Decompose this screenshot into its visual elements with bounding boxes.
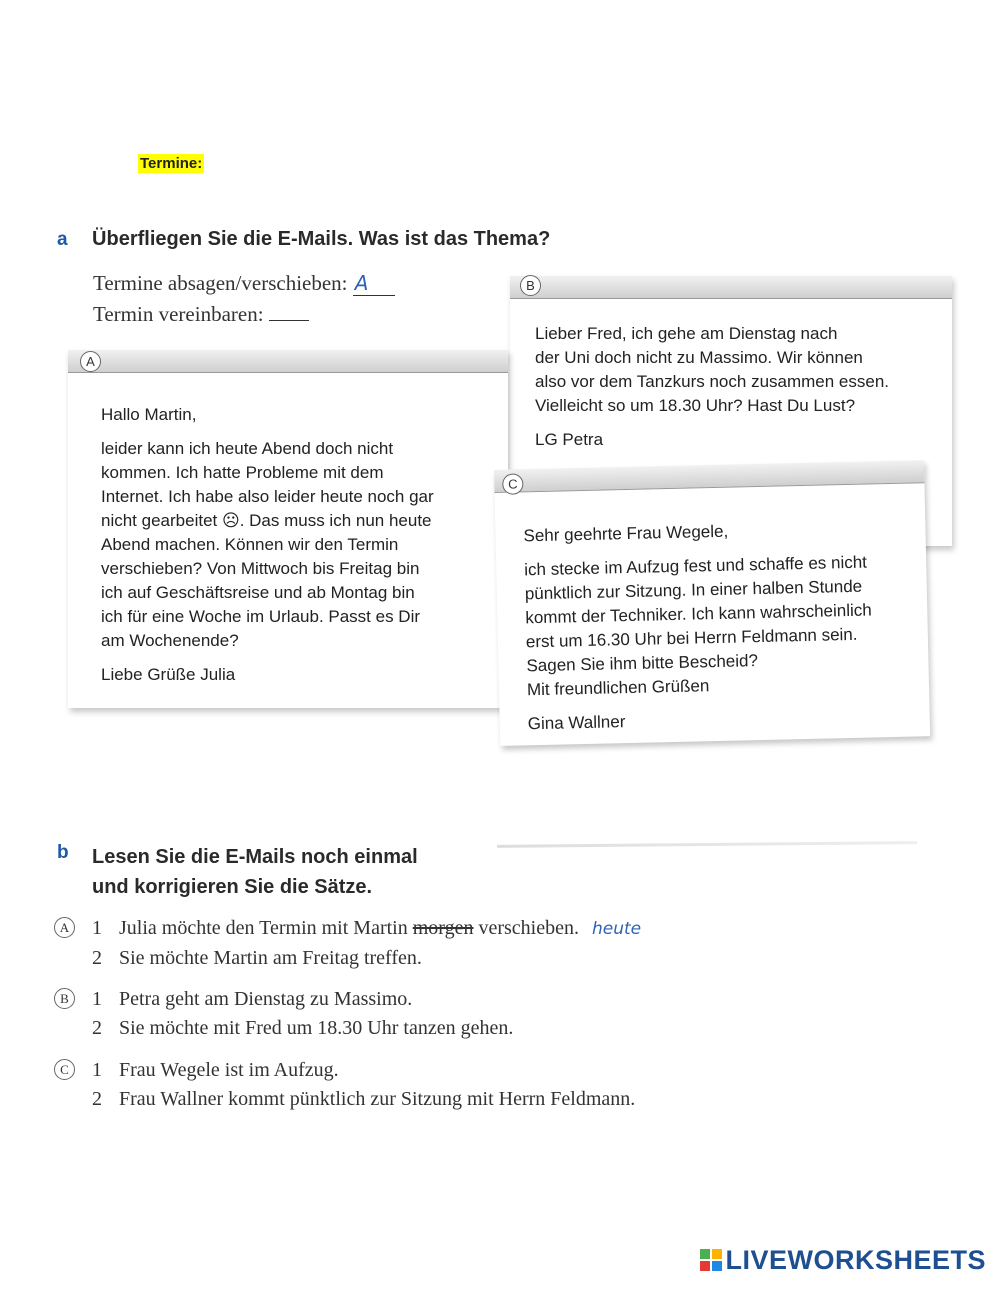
section-a-heading — [57, 228, 550, 251]
item-number: 1 — [92, 988, 102, 1010]
mail-c-card — [494, 460, 930, 746]
item-number: 1 — [92, 917, 102, 939]
item-text: Frau Wegele ist im Aufzug. — [119, 1059, 339, 1081]
logo-text: LIVEWORKSHEETS — [725, 1245, 986, 1275]
item-number: 1 — [92, 1059, 102, 1081]
mail-c-badge: C — [502, 473, 523, 494]
mail-c-signoff: Gina Wallner — [527, 712, 626, 734]
section-b-title-line2: und korrigieren Sie die Sätze. — [92, 876, 373, 898]
mail-c-body — [523, 516, 874, 736]
mail-c-line: erst um 16.30 Uhr bei Herrn Feldmann sein. — [525, 624, 858, 652]
mail-c-line: pünktlich zur Sitzung. In einer halben Stunde — [524, 576, 863, 604]
group-b-item-1 — [92, 985, 774, 1014]
section-b-title-line1: Lesen Sie die E-Mails noch einmal — [92, 846, 418, 868]
section-a-letter: a — [57, 229, 68, 250]
item-text: Frau Wallner kommt pünktlich zur Sitzung mit Herrn Feldmann. — [119, 1088, 636, 1110]
mail-b-signoff: LG Petra — [535, 430, 604, 449]
group-c-item-1 — [92, 1056, 814, 1085]
item-number: 2 — [92, 1017, 102, 1039]
question-1-answer[interactable]: A — [353, 271, 395, 296]
mail-a-line: am Wochenende? — [101, 631, 239, 650]
item-text: Sie möchte Martin am Freitag treffen. — [119, 947, 422, 969]
mail-b-header — [510, 276, 952, 299]
item-text-end: verschieben. — [478, 917, 579, 939]
mail-a-line: nicht gearbeitet ☹. Das muss ich nun heute — [101, 511, 432, 530]
mail-a-line: kommen. Ich hatte Probleme mit dem — [101, 463, 384, 482]
question-2 — [93, 300, 309, 327]
mail-c-line: ich stecke im Aufzug fest und schaffe es nicht — [524, 552, 868, 580]
item-text: Sie möchte mit Fred um 18.30 Uhr tanzen gehen. — [119, 1017, 514, 1039]
struck-word: morgen — [412, 917, 474, 939]
mail-a-line: ich auf Geschäftsreise und ab Montag bin — [101, 583, 415, 602]
group-a-badge: A — [54, 917, 75, 938]
question-1-label: Termine absagen/verschieben: — [93, 271, 348, 295]
divider — [497, 841, 917, 848]
section-a-title: Überfliegen Sie die E-Mails. Was ist das Thema? — [92, 228, 551, 250]
item-number: 2 — [92, 1088, 102, 1110]
item-number: 2 — [92, 947, 102, 969]
group-c-badge: C — [54, 1059, 75, 1080]
mail-a-line: Internet. Ich habe also leider heute noch gar — [101, 487, 434, 506]
mail-a-line: verschieben? Von Mittwoch bis Freitag bin — [101, 559, 420, 578]
mail-b-line: also vor dem Tanzkurs noch zusammen essen. — [535, 372, 890, 391]
mail-a-line: ich für eine Woche im Urlaub. Passt es Dir — [101, 607, 421, 626]
question-2-label: Termin vereinbaren: — [93, 302, 264, 326]
group-c-item-2 — [92, 1085, 814, 1114]
exercise-group-b — [54, 985, 774, 1043]
exercise-group-c — [54, 1056, 814, 1114]
question-2-answer[interactable] — [269, 300, 309, 321]
group-b-item-2 — [92, 1014, 774, 1043]
mail-a-header — [68, 350, 508, 373]
group-a-item-1 — [92, 914, 774, 944]
mail-a-line: Abend machen. Können wir den Termin — [101, 535, 399, 554]
section-b-letter: b — [57, 842, 69, 863]
mail-a-card — [68, 350, 508, 708]
mail-c-line: Sagen Sie ihm bitte Bescheid? — [526, 651, 759, 676]
mail-a-line: leider kann ich heute Abend doch nicht — [101, 439, 394, 458]
item-text: Petra geht am Dienstag zu Massimo. — [119, 988, 413, 1010]
mail-b-line: der Uni doch nicht zu Massimo. Wir können — [535, 348, 863, 367]
group-b-badge: B — [54, 988, 75, 1009]
mail-a-signoff: Liebe Grüße Julia — [101, 665, 236, 684]
mail-a-badge: A — [80, 351, 101, 372]
page-tag: Termine: — [140, 155, 203, 172]
item-text: Julia möchte den Termin mit Martin — [119, 917, 408, 939]
mail-c-line: kommt der Techniker. Ich kann wahrscheinlich — [525, 600, 872, 628]
mail-a-greeting: Hallo Martin, — [101, 405, 197, 424]
mail-c-greeting: Sehr geehrte Frau Wegele, — [523, 521, 729, 546]
mail-b-body — [535, 322, 889, 452]
liveworksheets-logo — [700, 1245, 986, 1278]
question-1 — [93, 271, 395, 296]
mail-b-badge: B — [520, 275, 541, 296]
group-a-item-2 — [92, 944, 774, 973]
mail-a-body — [101, 403, 434, 687]
section-b-heading — [57, 842, 492, 902]
mail-c-line: Mit freundlichen Grüßen — [526, 676, 710, 700]
mail-b-line: Lieber Fred, ich gehe am Dienstag nach — [535, 324, 838, 343]
correction-answer[interactable]: heute — [591, 919, 642, 939]
exercise-group-a — [54, 914, 774, 973]
mail-b-line: Vielleicht so um 18.30 Uhr? Hast Du Lust? — [535, 396, 856, 415]
logo-grid-icon — [700, 1247, 722, 1278]
